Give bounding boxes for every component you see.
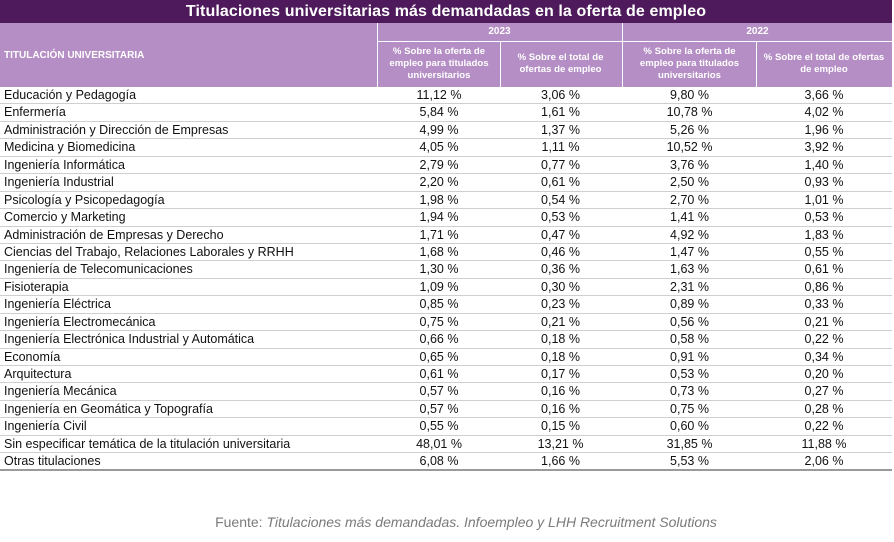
cell-2023-pct-titulados: 2,79 % <box>419 157 459 172</box>
cell-2023-pct-total: 0,36 % <box>541 262 580 277</box>
cell-2023-pct-titulados: 11,12 % <box>416 88 462 102</box>
row-titulacion: Fisioterapia <box>4 279 69 294</box>
row-titulacion: Ingeniería Electrónica Industrial y Automática <box>4 332 255 347</box>
row-titulacion: Administración y Dirección de Empresas <box>4 122 229 137</box>
row-titulacion: Ingeniería Mecánica <box>4 384 117 399</box>
cell-2023-pct-total: 0,15 % <box>541 419 580 434</box>
header-titulacion: TITULACIÓN UNIVERSITARIA <box>4 49 145 61</box>
cell-2023-pct-total: 0,54 % <box>541 192 580 207</box>
table-row <box>0 209 892 226</box>
row-titulacion: Administración de Empresas y Derecho <box>4 227 224 242</box>
cell-2022-pct-titulados: 2,31 % <box>670 279 709 294</box>
cell-2023-pct-total: 0,77 % <box>541 157 580 172</box>
cell-2022-pct-titulados: 0,89 % <box>670 297 709 312</box>
cell-2022-pct-titulados: 2,50 % <box>670 175 709 190</box>
cell-2022-pct-total: 0,61 % <box>804 262 844 277</box>
row-titulacion: Ciencias del Trabajo, Relaciones Laborales y RRHH <box>4 244 294 259</box>
cell-2023-pct-titulados: 0,85 % <box>419 297 459 312</box>
table-row <box>0 314 892 331</box>
cell-2023-pct-total: 0,46 % <box>541 244 580 259</box>
table-row <box>0 122 892 139</box>
header-year-2023: 2023 <box>488 26 511 37</box>
cell-2023-pct-titulados: 0,61 % <box>419 367 459 381</box>
cell-2023-pct-titulados: 4,05 % <box>419 140 459 155</box>
cell-2022-pct-titulados: 3,76 % <box>670 157 709 172</box>
table-body <box>0 87 892 471</box>
table-row <box>0 139 892 156</box>
cell-2023-pct-titulados: 1,68 % <box>419 244 459 259</box>
header-divider <box>622 23 623 87</box>
row-titulacion: Economía <box>4 349 61 364</box>
cell-2023-pct-total: 13,21 % <box>537 436 584 451</box>
cell-2022-pct-total: 0,55 % <box>804 244 844 259</box>
table-row <box>0 104 892 121</box>
cell-2023-pct-total: 0,30 % <box>541 279 580 294</box>
cell-2022-pct-titulados: 31,85 % <box>666 436 713 451</box>
cell-2023-pct-titulados: 0,75 % <box>419 314 459 329</box>
cell-2022-pct-titulados: 10,78 % <box>666 105 713 120</box>
cell-2023-pct-total: 0,16 % <box>541 401 580 416</box>
cell-2023-pct-total: 0,21 % <box>541 314 580 329</box>
cell-2022-pct-total: 0,53 % <box>804 210 844 225</box>
cell-2022-pct-total: 0,21 % <box>804 314 844 329</box>
source-text: Titulaciones más demandadas. Infoempleo y LHH Recruitment Solutions <box>266 514 717 530</box>
row-titulacion: Arquitectura <box>4 367 72 381</box>
cell-2023-pct-titulados: 0,57 % <box>419 384 459 399</box>
row-titulacion: Ingeniería Civil <box>4 419 87 434</box>
cell-2023-pct-titulados: 5,84 % <box>419 105 459 120</box>
cell-2022-pct-total: 1,83 % <box>804 227 844 242</box>
cell-2022-pct-titulados: 0,53 % <box>670 367 709 381</box>
cell-2023-pct-titulados: 0,57 % <box>419 401 459 416</box>
row-titulacion: Ingeniería Informática <box>4 157 125 172</box>
cell-2023-pct-total: 1,11 % <box>541 140 580 155</box>
row-titulacion: Educación y Pedagogía <box>4 88 137 102</box>
row-titulacion: Ingeniería Industrial <box>4 175 114 190</box>
cell-2023-pct-titulados: 0,66 % <box>419 332 459 347</box>
cell-2022-pct-total: 0,22 % <box>804 332 844 347</box>
cell-2022-pct-total: 1,01 % <box>804 192 844 207</box>
cell-2023-pct-total: 0,47 % <box>541 227 580 242</box>
cell-2023-pct-titulados: 1,94 % <box>419 210 459 225</box>
cell-2023-pct-total: 0,18 % <box>541 349 580 364</box>
header-year-2022: 2022 <box>746 26 769 37</box>
header-2023-pct-total: % Sobre el total de ofertas de empleo <box>517 51 604 75</box>
row-titulacion: Otras titulaciones <box>4 454 101 469</box>
cell-2023-pct-total: 1,61 % <box>541 105 580 120</box>
source-note <box>0 514 894 530</box>
table-row <box>0 418 892 435</box>
table-row <box>0 349 892 366</box>
cell-2022-pct-titulados: 0,91 % <box>670 349 709 364</box>
cell-2022-pct-total: 0,34 % <box>804 349 844 364</box>
cell-2023-pct-titulados: 0,55 % <box>419 419 459 434</box>
table-row <box>0 157 892 174</box>
cell-2022-pct-titulados: 0,56 % <box>670 314 709 329</box>
cell-2023-pct-total: 1,66 % <box>541 454 580 469</box>
cell-2022-pct-total: 3,66 % <box>804 88 844 102</box>
cell-2023-pct-titulados: 0,65 % <box>419 349 459 364</box>
row-titulacion: Ingeniería Eléctrica <box>4 297 112 312</box>
table-row <box>0 244 892 261</box>
row-titulacion: Ingeniería en Geomática y Topografía <box>4 401 213 416</box>
table-row <box>0 192 892 209</box>
row-titulacion: Medicina y Biomedicina <box>4 140 136 155</box>
cell-2022-pct-titulados: 5,53 % <box>670 454 709 469</box>
row-titulacion: Enfermería <box>4 105 66 120</box>
table-row <box>0 87 892 104</box>
cell-2022-pct-titulados: 4,92 % <box>670 227 709 242</box>
header-2022-pct-titulados: % Sobre la oferta de empleo para titulados universitarios <box>639 45 740 81</box>
cell-2022-pct-total: 2,06 % <box>804 454 844 469</box>
header-2022-pct-total: % Sobre el total de ofertas de empleo <box>763 51 885 75</box>
cell-2022-pct-titulados: 0,58 % <box>670 332 709 347</box>
table-row <box>0 279 892 296</box>
cell-2023-pct-total: 0,17 % <box>541 367 580 381</box>
cell-2022-pct-total: 1,40 % <box>804 157 844 172</box>
cell-2022-pct-total: 4,02 % <box>804 105 844 120</box>
source-label: Fuente: <box>215 514 267 530</box>
row-titulacion: Psicología y Psicopedagogía <box>4 192 165 207</box>
cell-2023-pct-titulados: 48,01 % <box>416 436 462 451</box>
cell-2022-pct-titulados: 1,41 % <box>670 210 709 225</box>
cell-2022-pct-total: 11,88 % <box>801 436 847 451</box>
cell-2023-pct-total: 3,06 % <box>541 88 580 102</box>
table-row <box>0 453 892 470</box>
cell-2022-pct-titulados: 0,73 % <box>670 384 709 399</box>
header-divider <box>500 41 501 87</box>
cell-2023-pct-titulados: 1,30 % <box>419 262 459 277</box>
table-row <box>0 227 892 244</box>
cell-2022-pct-total: 0,22 % <box>804 419 844 434</box>
cell-2023-pct-titulados: 4,99 % <box>419 122 459 137</box>
cell-2022-pct-titulados: 5,26 % <box>670 122 709 137</box>
table-title: Titulaciones universitarias más demandadas en la oferta de empleo <box>0 0 892 23</box>
row-titulacion: Ingeniería de Telecomunicaciones <box>4 262 193 277</box>
cell-2022-pct-total: 0,20 % <box>804 367 844 381</box>
cell-2022-pct-total: 1,96 % <box>804 122 844 137</box>
header-divider <box>378 41 892 42</box>
cell-2022-pct-total: 0,28 % <box>804 401 844 416</box>
cell-2022-pct-total: 3,92 % <box>804 140 844 155</box>
table-row <box>0 261 892 278</box>
cell-2022-pct-titulados: 0,60 % <box>670 419 709 434</box>
row-titulacion: Comercio y Marketing <box>4 210 126 225</box>
table-row <box>0 366 892 383</box>
cell-2022-pct-titulados: 2,70 % <box>670 192 709 207</box>
table-row <box>0 174 892 191</box>
cell-2022-pct-titulados: 0,75 % <box>670 401 709 416</box>
header-2023-pct-titulados: % Sobre la oferta de empleo para titulados universitarios <box>389 45 489 81</box>
cell-2022-pct-titulados: 1,63 % <box>670 262 709 277</box>
table-row <box>0 436 892 453</box>
cell-2023-pct-total: 0,61 % <box>541 175 580 190</box>
cell-2023-pct-total: 0,23 % <box>541 297 580 312</box>
cell-2022-pct-titulados: 9,80 % <box>670 88 709 102</box>
cell-2023-pct-titulados: 2,20 % <box>419 175 459 190</box>
cell-2023-pct-total: 0,18 % <box>541 332 580 347</box>
table-row <box>0 296 892 313</box>
cell-2023-pct-total: 0,16 % <box>541 384 580 399</box>
cell-2022-pct-titulados: 10,52 % <box>666 140 713 155</box>
cell-2023-pct-titulados: 1,09 % <box>419 279 459 294</box>
cell-2022-pct-total: 0,33 % <box>804 297 844 312</box>
cell-2023-pct-titulados: 1,71 % <box>419 227 459 242</box>
header-divider <box>756 41 757 87</box>
table-row <box>0 331 892 348</box>
cell-2023-pct-titulados: 6,08 % <box>419 454 459 469</box>
cell-2022-pct-total: 0,86 % <box>804 279 844 294</box>
row-titulacion: Sin especificar temática de la titulación universitaria <box>4 436 291 451</box>
table-row <box>0 383 892 400</box>
cell-2023-pct-titulados: 1,98 % <box>419 192 459 207</box>
cell-2022-pct-titulados: 1,47 % <box>670 244 709 259</box>
cell-2023-pct-total: 1,37 % <box>541 122 580 137</box>
table-row <box>0 401 892 418</box>
row-titulacion: Ingeniería Electromecánica <box>4 314 156 329</box>
cell-2022-pct-total: 0,27 % <box>804 384 844 399</box>
header-divider <box>377 23 378 87</box>
cell-2022-pct-total: 0,93 % <box>804 175 844 190</box>
cell-2023-pct-total: 0,53 % <box>541 210 580 225</box>
